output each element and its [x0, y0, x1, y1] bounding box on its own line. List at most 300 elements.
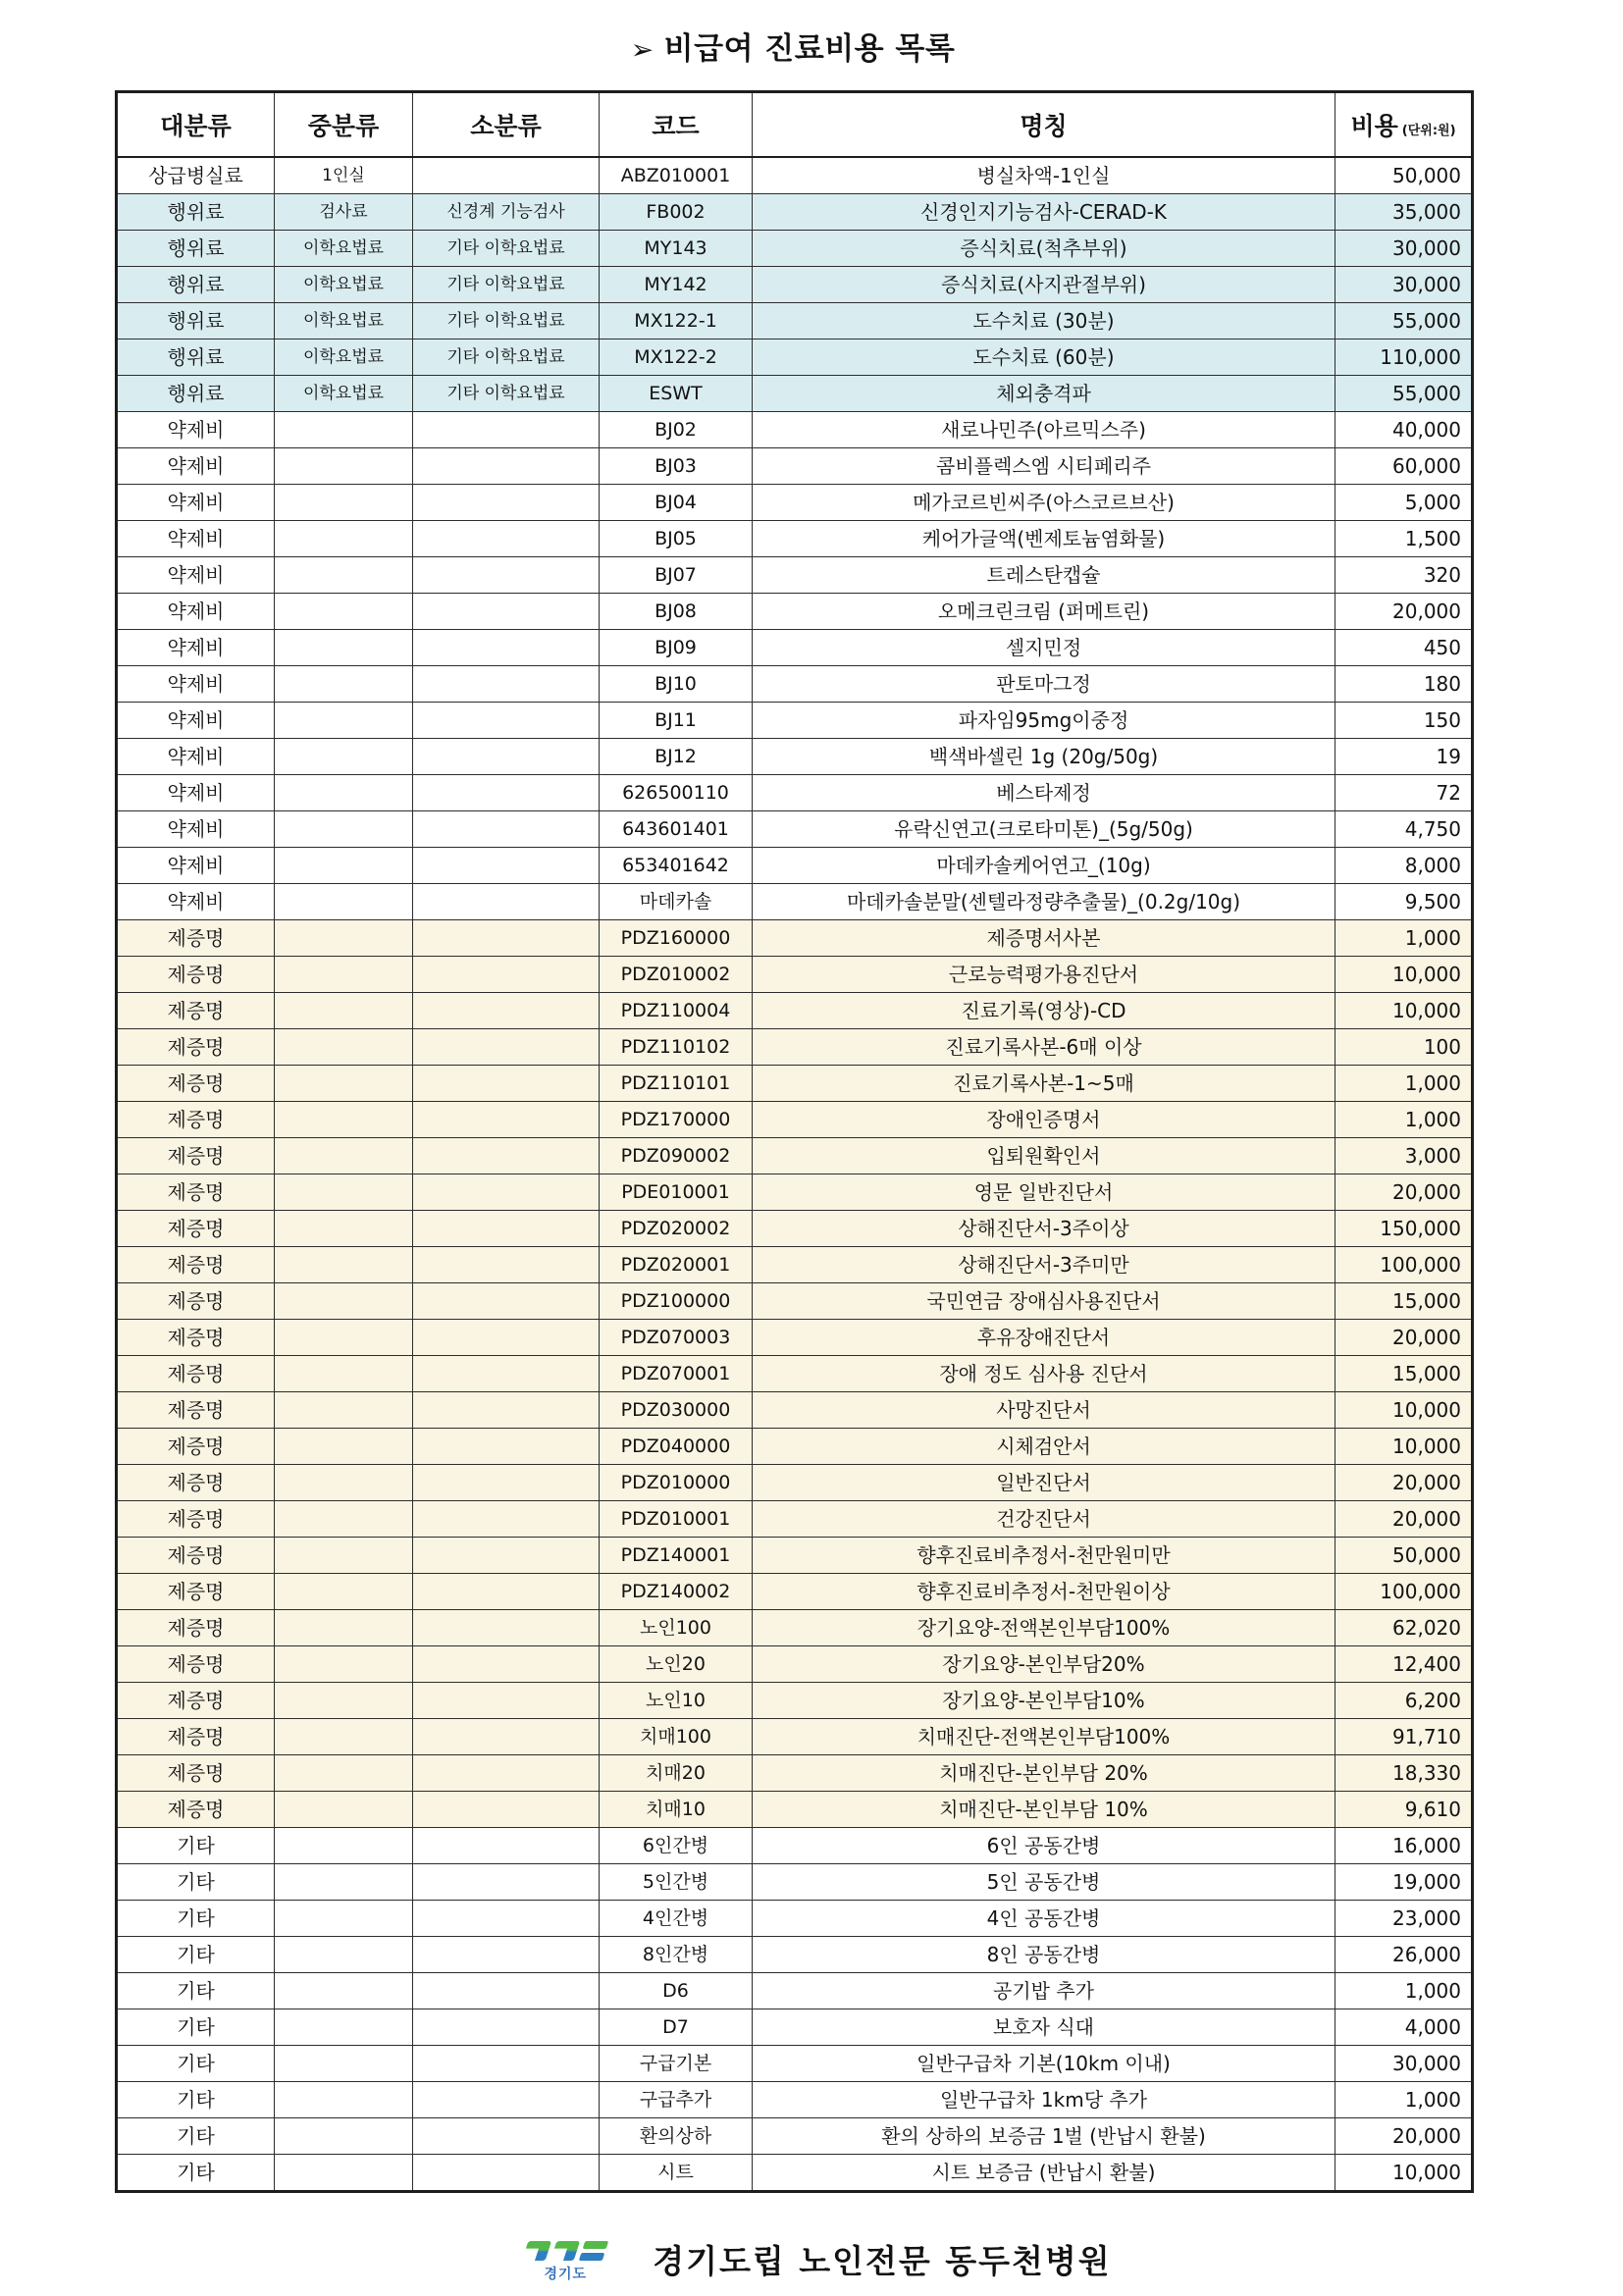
fee-table	[115, 90, 1474, 2193]
code-cell: FB002	[600, 193, 753, 230]
table-row	[117, 919, 1473, 956]
sub-category-cell	[413, 629, 600, 665]
table-row	[117, 1827, 1473, 1863]
table-row	[117, 2009, 1473, 2045]
item-name-cell: 치매진단-본인부담 10%	[753, 1791, 1335, 1827]
sub-category-cell	[413, 593, 600, 629]
price-cell: 1,000	[1335, 1101, 1473, 1137]
mid-category-cell	[275, 1137, 413, 1174]
code-cell: 시트	[600, 2154, 753, 2191]
table-row	[117, 1936, 1473, 1972]
table-row	[117, 1863, 1473, 1900]
header-sub-category: 소분류	[413, 92, 600, 157]
table-row	[117, 157, 1473, 194]
price-cell: 10,000	[1335, 956, 1473, 992]
price-cell: 20,000	[1335, 1319, 1473, 1355]
table-row	[117, 1464, 1473, 1500]
table-row	[117, 810, 1473, 847]
category-cell: 제증명	[117, 1754, 275, 1791]
item-name-cell: 치매진단-전액본인부담100%	[753, 1718, 1335, 1754]
item-name-cell: 장기요양-본인부담20%	[753, 1645, 1335, 1682]
category-cell: 기타	[117, 2117, 275, 2154]
price-cell: 150,000	[1335, 1210, 1473, 1246]
mid-category-cell	[275, 1065, 413, 1101]
gyeonggi-logo-marks	[525, 2235, 605, 2261]
mid-category-cell	[275, 883, 413, 919]
code-cell: 노인10	[600, 1682, 753, 1718]
item-name-cell: 근로능력평가용진단서	[753, 956, 1335, 992]
sub-category-cell	[413, 810, 600, 847]
price-cell: 5,000	[1335, 484, 1473, 520]
price-cell: 60,000	[1335, 447, 1473, 484]
table-row	[117, 1355, 1473, 1391]
code-cell: PDZ140002	[600, 1573, 753, 1609]
code-cell: 626500110	[600, 774, 753, 810]
sub-category-cell	[413, 1464, 600, 1500]
table-row	[117, 1101, 1473, 1137]
code-cell: 치매10	[600, 1791, 753, 1827]
sub-category-cell	[413, 1972, 600, 2009]
sub-category-cell	[413, 1391, 600, 1428]
code-cell: 구급기본	[600, 2045, 753, 2081]
price-cell: 8,000	[1335, 847, 1473, 883]
mid-category-cell: 이학요법료	[275, 375, 413, 411]
sub-category-cell	[413, 411, 600, 447]
table-row	[117, 629, 1473, 665]
sub-category-cell	[413, 1754, 600, 1791]
sub-category-cell	[413, 665, 600, 702]
category-cell: 제증명	[117, 1391, 275, 1428]
item-name-cell: 상해진단서-3주미만	[753, 1246, 1335, 1282]
price-cell: 1,000	[1335, 919, 1473, 956]
item-name-cell: 병실차액-1인실	[753, 157, 1335, 194]
item-name-cell: 치매진단-본인부담 20%	[753, 1754, 1335, 1791]
code-cell: BJ04	[600, 484, 753, 520]
table-row	[117, 2081, 1473, 2117]
table-row	[117, 1246, 1473, 1282]
category-cell: 기타	[117, 1936, 275, 1972]
table-row	[117, 556, 1473, 593]
header-category: 대분류	[117, 92, 275, 157]
sub-category-cell	[413, 738, 600, 774]
category-cell: 약제비	[117, 556, 275, 593]
item-name-cell: 진료기록사본-1~5매	[753, 1065, 1335, 1101]
item-name-cell: 4인 공동간병	[753, 1900, 1335, 1936]
code-cell: PDZ030000	[600, 1391, 753, 1428]
mid-category-cell	[275, 447, 413, 484]
code-cell: BJ10	[600, 665, 753, 702]
item-name-cell: 신경인지기능검사-CERAD-K	[753, 193, 1335, 230]
item-name-cell: 장애 정도 심사용 진단서	[753, 1355, 1335, 1391]
table-row	[117, 883, 1473, 919]
item-name-cell: 유락신연고(크로타미톤)_(5g/50g)	[753, 810, 1335, 847]
category-cell: 제증명	[117, 1537, 275, 1573]
table-row	[117, 593, 1473, 629]
price-cell: 55,000	[1335, 302, 1473, 339]
code-cell: BJ08	[600, 593, 753, 629]
code-cell: ABZ010001	[600, 157, 753, 194]
mid-category-cell	[275, 1210, 413, 1246]
mid-category-cell	[275, 1537, 413, 1573]
sub-category-cell	[413, 1500, 600, 1537]
mid-category-cell	[275, 1863, 413, 1900]
item-name-cell: 건강진단서	[753, 1500, 1335, 1537]
category-cell: 제증명	[117, 1137, 275, 1174]
code-cell: D7	[600, 2009, 753, 2045]
sub-category-cell	[413, 1645, 600, 1682]
code-cell: 8인간병	[600, 1936, 753, 1972]
category-cell: 행위료	[117, 193, 275, 230]
price-cell: 72	[1335, 774, 1473, 810]
price-cell: 35,000	[1335, 193, 1473, 230]
category-cell: 제증명	[117, 1210, 275, 1246]
category-cell: 약제비	[117, 810, 275, 847]
sub-category-cell	[413, 1137, 600, 1174]
mid-category-cell	[275, 1718, 413, 1754]
mid-category-cell	[275, 1900, 413, 1936]
mid-category-cell	[275, 1500, 413, 1537]
code-cell: PDE010001	[600, 1174, 753, 1210]
mid-category-cell	[275, 484, 413, 520]
item-name-cell: 6인 공동간병	[753, 1827, 1335, 1863]
price-cell: 30,000	[1335, 266, 1473, 302]
code-cell: 643601401	[600, 810, 753, 847]
mid-category-cell	[275, 1319, 413, 1355]
code-cell: 노인100	[600, 1609, 753, 1645]
mid-category-cell	[275, 1936, 413, 1972]
mid-category-cell	[275, 1827, 413, 1863]
code-cell: ESWT	[600, 375, 753, 411]
sub-category-cell	[413, 1718, 600, 1754]
price-cell: 1,000	[1335, 2081, 1473, 2117]
category-cell: 기타	[117, 1900, 275, 1936]
mid-category-cell	[275, 520, 413, 556]
code-cell: BJ09	[600, 629, 753, 665]
code-cell: PDZ020002	[600, 1210, 753, 1246]
table-row	[117, 375, 1473, 411]
item-name-cell: 판토마그정	[753, 665, 1335, 702]
price-cell: 9,610	[1335, 1791, 1473, 1827]
logo-mark-icon	[579, 2241, 608, 2261]
table-row	[117, 2154, 1473, 2191]
category-cell: 약제비	[117, 484, 275, 520]
price-cell: 20,000	[1335, 593, 1473, 629]
mid-category-cell	[275, 2154, 413, 2191]
sub-category-cell: 기타 이학요법료	[413, 266, 600, 302]
table-row	[117, 1065, 1473, 1101]
item-name-cell: 5인 공동간병	[753, 1863, 1335, 1900]
price-cell: 50,000	[1335, 1537, 1473, 1573]
table-row	[117, 1500, 1473, 1537]
mid-category-cell	[275, 1791, 413, 1827]
item-name-cell: 베스타제정	[753, 774, 1335, 810]
header-code: 코드	[600, 92, 753, 157]
item-name-cell: 장기요양-전액본인부담100%	[753, 1609, 1335, 1645]
item-name-cell: 공기밥 추가	[753, 1972, 1335, 2009]
category-cell: 약제비	[117, 665, 275, 702]
price-cell: 1,000	[1335, 1065, 1473, 1101]
category-cell: 제증명	[117, 1573, 275, 1609]
sub-category-cell	[413, 1174, 600, 1210]
price-cell: 40,000	[1335, 411, 1473, 447]
price-cell: 100,000	[1335, 1246, 1473, 1282]
table-row	[117, 520, 1473, 556]
item-name-cell: 향후진료비추정서-천만원미만	[753, 1537, 1335, 1573]
sub-category-cell	[413, 2117, 600, 2154]
mid-category-cell	[275, 1428, 413, 1464]
sub-category-cell	[413, 1682, 600, 1718]
code-cell: PDZ010002	[600, 956, 753, 992]
mid-category-cell	[275, 1101, 413, 1137]
price-cell: 19,000	[1335, 1863, 1473, 1900]
sub-category-cell	[413, 883, 600, 919]
code-cell: D6	[600, 1972, 753, 2009]
sub-category-cell	[413, 1936, 600, 1972]
code-cell: MY143	[600, 230, 753, 266]
code-cell: 노인20	[600, 1645, 753, 1682]
sub-category-cell	[413, 1246, 600, 1282]
price-cell: 20,000	[1335, 1464, 1473, 1500]
mid-category-cell	[275, 556, 413, 593]
sub-category-cell	[413, 1573, 600, 1609]
category-cell: 약제비	[117, 447, 275, 484]
table-row	[117, 1537, 1473, 1573]
code-cell: PDZ040000	[600, 1428, 753, 1464]
item-name-cell: 메가코르빈씨주(아스코르브산)	[753, 484, 1335, 520]
sub-category-cell	[413, 484, 600, 520]
sub-category-cell: 기타 이학요법료	[413, 230, 600, 266]
mid-category-cell: 이학요법료	[275, 266, 413, 302]
mid-category-cell	[275, 1645, 413, 1682]
price-cell: 19	[1335, 738, 1473, 774]
table-header-row	[117, 92, 1473, 157]
category-cell: 기타	[117, 1863, 275, 1900]
table-row	[117, 956, 1473, 992]
code-cell: 6인간병	[600, 1827, 753, 1863]
mid-category-cell	[275, 1464, 413, 1500]
category-cell: 약제비	[117, 629, 275, 665]
code-cell: PDZ020001	[600, 1246, 753, 1282]
price-cell: 150	[1335, 702, 1473, 738]
code-cell: MX122-1	[600, 302, 753, 339]
table-row	[117, 665, 1473, 702]
item-name-cell: 오메크린크림 (퍼메트린)	[753, 593, 1335, 629]
mid-category-cell	[275, 1174, 413, 1210]
item-name-cell: 8인 공동간병	[753, 1936, 1335, 1972]
table-row	[117, 1391, 1473, 1428]
table-row	[117, 1428, 1473, 1464]
code-cell: 환의상하	[600, 2117, 753, 2154]
price-cell: 15,000	[1335, 1282, 1473, 1319]
sub-category-cell	[413, 1609, 600, 1645]
code-cell: BJ12	[600, 738, 753, 774]
table-row	[117, 230, 1473, 266]
item-name-cell: 환의 상하의 보증금 1벌 (반납시 환불)	[753, 2117, 1335, 2154]
category-cell: 기타	[117, 2045, 275, 2081]
table-row	[117, 1210, 1473, 1246]
mid-category-cell: 이학요법료	[275, 339, 413, 375]
price-cell: 100	[1335, 1028, 1473, 1065]
price-cell: 55,000	[1335, 375, 1473, 411]
category-cell: 제증명	[117, 1645, 275, 1682]
price-cell: 450	[1335, 629, 1473, 665]
category-cell: 제증명	[117, 1101, 275, 1137]
price-cell: 91,710	[1335, 1718, 1473, 1754]
item-name-cell: 영문 일반진단서	[753, 1174, 1335, 1210]
table-row	[117, 339, 1473, 375]
sub-category-cell	[413, 1827, 600, 1863]
code-cell: MY142	[600, 266, 753, 302]
table-row	[117, 1174, 1473, 1210]
mid-category-cell	[275, 1391, 413, 1428]
mid-category-cell	[275, 2009, 413, 2045]
sub-category-cell: 기타 이학요법료	[413, 339, 600, 375]
mid-category-cell	[275, 1573, 413, 1609]
category-cell: 제증명	[117, 1355, 275, 1391]
item-name-cell: 백색바셀린 1g (20g/50g)	[753, 738, 1335, 774]
code-cell: 5인간병	[600, 1863, 753, 1900]
item-name-cell: 시체검안서	[753, 1428, 1335, 1464]
category-cell: 제증명	[117, 1028, 275, 1065]
sub-category-cell	[413, 1319, 600, 1355]
mid-category-cell	[275, 702, 413, 738]
item-name-cell: 트레스탄캡슐	[753, 556, 1335, 593]
mid-category-cell	[275, 411, 413, 447]
table-row	[117, 847, 1473, 883]
item-name-cell: 일반구급차 1km당 추가	[753, 2081, 1335, 2117]
sub-category-cell	[413, 1065, 600, 1101]
mid-category-cell: 검사료	[275, 193, 413, 230]
item-name-cell: 장기요양-본인부담10%	[753, 1682, 1335, 1718]
table-row	[117, 411, 1473, 447]
table-row	[117, 302, 1473, 339]
item-name-cell: 증식치료(사지관절부위)	[753, 266, 1335, 302]
mid-category-cell	[275, 992, 413, 1028]
item-name-cell: 도수치료 (30분)	[753, 302, 1335, 339]
price-cell: 10,000	[1335, 992, 1473, 1028]
category-cell: 약제비	[117, 883, 275, 919]
price-cell: 100,000	[1335, 1573, 1473, 1609]
sub-category-cell	[413, 992, 600, 1028]
header-item-name: 명칭	[753, 92, 1335, 157]
category-cell: 행위료	[117, 230, 275, 266]
table-row	[117, 1645, 1473, 1682]
price-cell: 10,000	[1335, 1391, 1473, 1428]
sub-category-cell	[413, 1210, 600, 1246]
sub-category-cell	[413, 1028, 600, 1065]
item-name-cell: 콤비플렉스엠 시티페리주	[753, 447, 1335, 484]
item-name-cell: 셀지민정	[753, 629, 1335, 665]
category-cell: 제증명	[117, 919, 275, 956]
category-cell: 제증명	[117, 1500, 275, 1537]
table-row	[117, 1137, 1473, 1174]
category-cell: 제증명	[117, 1246, 275, 1282]
code-cell: PDZ140001	[600, 1537, 753, 1573]
item-name-cell: 사망진단서	[753, 1391, 1335, 1428]
category-cell: 행위료	[117, 266, 275, 302]
sub-category-cell	[413, 1791, 600, 1827]
code-cell: BJ07	[600, 556, 753, 593]
mid-category-cell	[275, 665, 413, 702]
mid-category-cell	[275, 1246, 413, 1282]
category-cell: 제증명	[117, 1319, 275, 1355]
code-cell: 치매100	[600, 1718, 753, 1754]
mid-category-cell	[275, 2081, 413, 2117]
category-cell: 제증명	[117, 992, 275, 1028]
sub-category-cell	[413, 2009, 600, 2045]
mid-category-cell	[275, 2045, 413, 2081]
code-cell: PDZ110102	[600, 1028, 753, 1065]
category-cell: 약제비	[117, 774, 275, 810]
page-footer	[0, 2235, 1623, 2283]
price-cell: 10,000	[1335, 1428, 1473, 1464]
sub-category-cell	[413, 1863, 600, 1900]
sub-category-cell	[413, 1282, 600, 1319]
logo-mark-icon	[550, 2241, 580, 2261]
mid-category-cell	[275, 847, 413, 883]
category-cell: 제증명	[117, 1428, 275, 1464]
gyeonggi-logo-text: 경기도	[544, 2267, 588, 2282]
item-name-cell: 입퇴원확인서	[753, 1137, 1335, 1174]
item-name-cell: 일반구급차 기본(10km 이내)	[753, 2045, 1335, 2081]
table-row	[117, 1682, 1473, 1718]
code-cell: MX122-2	[600, 339, 753, 375]
sub-category-cell	[413, 556, 600, 593]
sub-category-cell	[413, 157, 600, 194]
category-cell: 약제비	[117, 411, 275, 447]
code-cell: PDZ100000	[600, 1282, 753, 1319]
code-cell: PDZ110101	[600, 1065, 753, 1101]
price-cell: 1,000	[1335, 1972, 1473, 2009]
sub-category-cell	[413, 1101, 600, 1137]
item-name-cell: 보호자 식대	[753, 2009, 1335, 2045]
mid-category-cell	[275, 1609, 413, 1645]
item-name-cell: 일반진단서	[753, 1464, 1335, 1500]
table-row	[117, 1319, 1473, 1355]
category-cell: 제증명	[117, 1282, 275, 1319]
price-cell: 16,000	[1335, 1827, 1473, 1863]
sub-category-cell	[413, 1355, 600, 1391]
category-cell: 약제비	[117, 593, 275, 629]
table-row	[117, 1900, 1473, 1936]
code-cell: PDZ160000	[600, 919, 753, 956]
category-cell: 기타	[117, 2081, 275, 2117]
price-cell: 30,000	[1335, 230, 1473, 266]
mid-category-cell	[275, 810, 413, 847]
category-cell: 행위료	[117, 339, 275, 375]
mid-category-cell	[275, 1282, 413, 1319]
category-cell: 기타	[117, 2154, 275, 2191]
header-mid-category: 중분류	[275, 92, 413, 157]
table-row	[117, 992, 1473, 1028]
category-cell: 제증명	[117, 1609, 275, 1645]
code-cell: 치매20	[600, 1754, 753, 1791]
sub-category-cell	[413, 447, 600, 484]
price-cell: 50,000	[1335, 157, 1473, 194]
category-cell: 약제비	[117, 702, 275, 738]
table-row	[117, 193, 1473, 230]
sub-category-cell	[413, 1537, 600, 1573]
category-cell: 제증명	[117, 1682, 275, 1718]
header-price	[1335, 92, 1473, 157]
code-cell: 구급추가	[600, 2081, 753, 2117]
code-cell: 653401642	[600, 847, 753, 883]
mid-category-cell	[275, 738, 413, 774]
price-cell: 4,750	[1335, 810, 1473, 847]
code-cell: PDZ010000	[600, 1464, 753, 1500]
sub-category-cell: 신경계 기능검사	[413, 193, 600, 230]
page-title	[116, 24, 1470, 68]
